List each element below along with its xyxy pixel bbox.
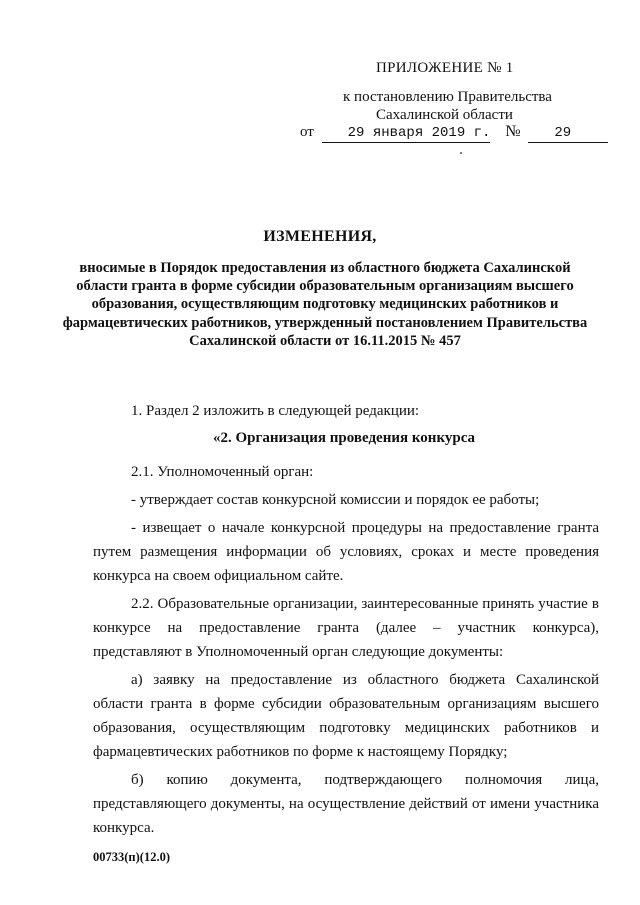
paragraph-2-1-a: - утверждает состав конкурсной комиссии и порядок ее работы;: [131, 492, 540, 508]
section-heading: «2. Организация проведения конкурса: [213, 430, 476, 446]
decree-number: 29: [528, 124, 608, 143]
paragraph-2-2-a: а) заявку на предоставление из областного бюджета Сахалинской области гранта в форме субсидии образовательным организациям высшего образования, осуществляющим подготовку медицинских работников и фармацевтических работников по форме к настоящему Порядку;: [93, 672, 599, 760]
number-sign: №: [505, 123, 521, 140]
scan-speck: [460, 152, 462, 154]
appendix-ref-line2: Сахалинской области: [376, 107, 513, 123]
document-code: 00733(п)(12.0): [93, 850, 170, 864]
decree-date-row: [300, 123, 608, 143]
document-subtitle: вносимые в Порядок предоставления из областного бюджета Сахалинской области гранта в форме субсидии образовательным организациям высшего образования, осуществляющим подготовку медицинских работников и фармацевтических работников, утвержденный постановлением Правительства Сахалинской области от 16.11.2015 № 457: [62, 260, 588, 349]
document-body: [93, 399, 599, 840]
decree-date: 29 января 2019 г.: [322, 124, 490, 143]
appendix-ref-line1: к постановлению Правительства: [343, 89, 552, 105]
paragraph-2-2: 2.2. Образовательные организации, заинтересованные принять участие в конкурсе на предоставление гранта (далее – участник конкурса), представляют в Уполномоченный орган следующие документы:: [93, 596, 599, 660]
date-prefix: от: [300, 124, 314, 140]
paragraph-2-1: 2.1. Уполномоченный орган:: [131, 464, 314, 480]
paragraph-2-2-b: б) копию документа, подтверждающего полномочия лица, представляющего документы, на осуществление действий от имени участника конкурса.: [93, 772, 599, 836]
paragraph-2-1-b: - извещает о начале конкурсной процедуры на предоставление гранта путем размещения информации об условиях, сроках и месте проведения конкурса на своем официальном сайте.: [93, 520, 599, 584]
document-title: ИЗМЕНЕНИЯ,: [263, 228, 377, 245]
appendix-title: ПРИЛОЖЕНИЕ № 1: [376, 60, 514, 76]
item-1: 1. Раздел 2 изложить в следующей редакции:: [131, 403, 420, 419]
